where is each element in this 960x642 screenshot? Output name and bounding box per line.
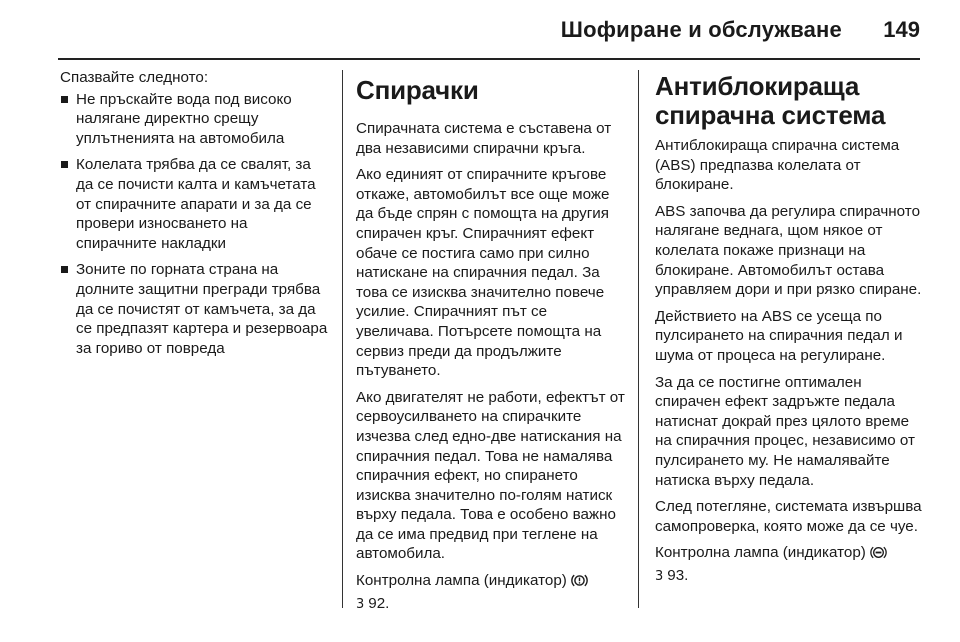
column-divider-1	[342, 70, 343, 608]
bullet-square-icon	[61, 161, 68, 168]
paragraph: Ако двигателят не работи, ефектът от сервоусилването на спирачките изчезва след едно-две натискания на спирачния педал. Това не намалява спирачния ефект, но спирането изисква значително по-голям натиск върху педала. Това е особено важно да се има предвид при теглене на автомобила.	[356, 388, 625, 563]
page-title: Шофиране и обслужване	[560, 17, 842, 42]
header-divider	[58, 58, 920, 60]
bullet-list	[60, 90, 328, 359]
paragraph: Спирачната система е съставена от два независими спирачни кръга.	[356, 120, 612, 157]
page-header	[0, 0, 960, 58]
list-item	[60, 155, 328, 253]
page-number: 149	[883, 17, 920, 42]
page-reference: 92.	[368, 594, 390, 612]
section-heading-abs: Антиблокираща спирачна система	[655, 71, 886, 130]
page-reference: 93.	[667, 566, 689, 584]
intro-text: Спазвайте следното:	[60, 69, 209, 86]
column-divider-2	[638, 70, 639, 608]
column-right	[655, 68, 927, 593]
paragraph: Антиблокираща спирачна система (ABS) предпазва колелата от блокиране.	[655, 137, 900, 194]
section-heading-brakes: Спирачки	[356, 75, 479, 105]
paragraph: Действието на ABS се усеща по пулсирането на спирачния педал и шума от процеса на регулиране.	[655, 307, 903, 364]
paragraph: ABS започва да регулира спирачното налягане веднага, щом някое от колелата покаже признаци на блокиране. Автомобилът остава управляем дори и при рязко спиране.	[655, 202, 922, 299]
cross-reference-arrow-icon: 3	[356, 596, 365, 612]
lamp-text: Контролна лампа (индикатор)	[356, 572, 567, 590]
warning-lamp-note	[655, 543, 927, 586]
paragraph: След потегляне, системата извършва самопроверка, която може да се чуе.	[655, 498, 922, 535]
list-item	[60, 90, 328, 149]
column-middle	[356, 68, 626, 621]
lamp-text: Контролна лампа (индикатор)	[655, 544, 866, 562]
list-item-text: Колелата трябва да се свалят, за да се почисти калта и камъчетата от спирачните апарати и за да се провери износването на спирачните накладки	[76, 156, 316, 252]
bullet-square-icon	[61, 266, 68, 273]
list-item	[60, 260, 328, 358]
brake-warning-icon	[571, 573, 588, 594]
paragraph: За да се постигне оптимален спирачен ефект задръжте педала натиснат докрай през цялото време на спирачния процес, независимо от пулсирането му. Не намалявайте натиска върху педала.	[655, 373, 915, 489]
list-item-text: Не пръскайте вода под високо налягане директно срещу уплътненията на автомобила	[76, 90, 292, 147]
list-item-text: Зоните по горната страна на долните защитни прегради трябва да се почистят от камъчета, за да се предпазят картера и резервоара за гориво от повреда	[76, 261, 328, 357]
warning-lamp-note	[356, 571, 626, 614]
column-left	[60, 68, 328, 365]
cross-reference-arrow-icon: 3	[655, 568, 664, 584]
bullet-square-icon	[61, 96, 68, 103]
abs-warning-icon	[870, 545, 887, 566]
paragraph: Ако единият от спирачните кръгове откаже, автомобилът все още може да бъде спрян с помощта на другия спирачен кръг. Спирачният ефект обаче се постига само при силно натискане на спирачния педал. За това се изисква значително повече усилие. Спирачният път се увеличава. Потърсете помощта на сервиз преди да продължите пътуването.	[356, 166, 610, 380]
